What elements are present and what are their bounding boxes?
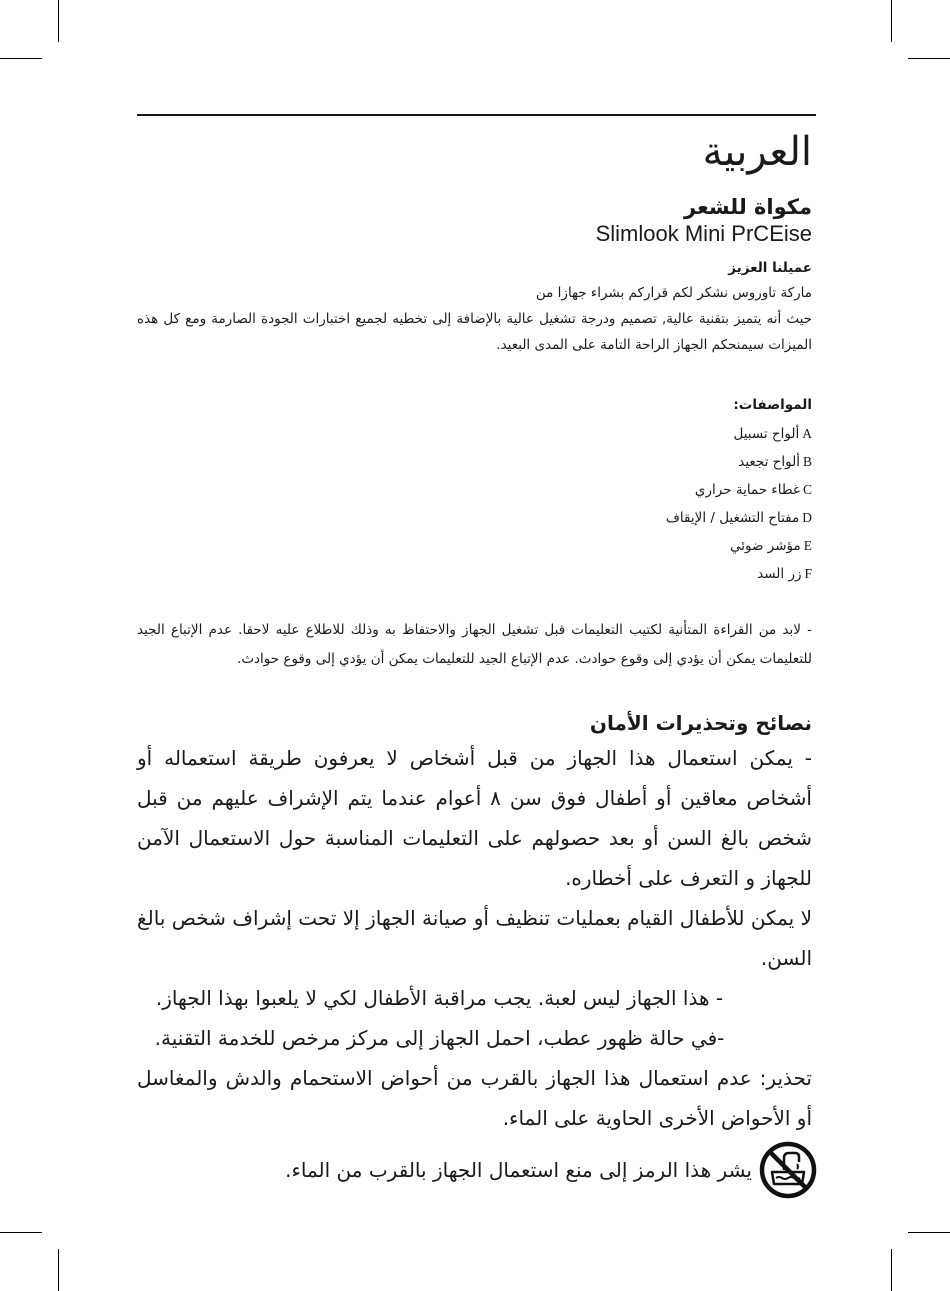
no-water-use-icon: [758, 1140, 818, 1200]
spec-label: غطاء حماية حراري: [694, 482, 800, 498]
specifications-list: [137, 420, 812, 588]
safety-warning: تحذير: عدم استعمال هذا الجهاز بالقرب من أحواض الاستحمام والدش والمغاسل أو الأحواض الأخرى الحاوية على الماء.: [137, 1066, 812, 1130]
spec-letter: A: [802, 426, 812, 441]
spec-letter: B: [802, 454, 812, 469]
spec-label: ألواح تجعيد: [738, 454, 800, 470]
crop-mark: [908, 58, 950, 59]
crop-mark: [0, 1232, 42, 1233]
instructions-notice: - لابد من القراءة المتأنية لكتيب التعليمات قبل تشغيل الجهاز والاحتفاظ به وذلك للاطلاع عليه لاحقا. عدم الإتباع الجيد للتعليمات يمكن أن يؤدي إلى وقوع حوادث. عدم الإتباع الجيد للتعليمات يمكن أن يؤدي إلى وقوع حوادث.: [137, 622, 812, 667]
safety-paragraph: - هذا الجهاز ليس لعبة. يجب مراقبة الأطفال لكي لا يلعبوا بهذا الجهاز.: [155, 986, 724, 1010]
spec-item: [137, 476, 812, 504]
spec-item: [137, 420, 812, 448]
product-name-english: Slimlook Mini PrCEise: [595, 221, 812, 246]
safety-paragraph: -في حالة ظهور عطب، احمل الجهاز إلى مركز مرخص للخدمة التقنية.: [154, 1026, 725, 1050]
language-title: العربية: [702, 129, 812, 175]
crop-mark: [58, 1249, 59, 1291]
symbol-note: [137, 1140, 812, 1200]
crop-mark: [58, 0, 59, 42]
spec-item: [137, 504, 812, 532]
spec-label: زر السد: [757, 566, 802, 582]
intro-text: [137, 280, 812, 358]
crop-mark: [0, 58, 42, 59]
spec-item: [137, 448, 812, 476]
spec-item: [137, 560, 812, 588]
greeting: عميلنا العزيز: [728, 260, 812, 276]
crop-mark: [891, 1249, 892, 1291]
specifications-title: المواصفات:: [733, 397, 812, 413]
crop-mark: [908, 1232, 950, 1233]
spec-item: [137, 532, 812, 560]
product-name-arabic: مكواة للشعر: [683, 195, 812, 219]
safety-paragraph: لا يمكن للأطفال القيام بعمليات تنظيف أو صيانة الجهاز إلا تحت إشراف شخص بالغ السن.: [137, 906, 812, 970]
spec-letter: C: [802, 482, 812, 497]
safety-section: [137, 738, 812, 1200]
spec-letter: E: [803, 538, 812, 553]
intro-line: حيث أنه يتميز بتقنية عالية, تصميم ودرجة تشغيل عالية بالإضافة إلى تخطيه لجميع اختبارات الجودة الصارمة ومع كل هذه الميزات سيمنحكم الجهاز الراحة التامة على المدى البعيد.: [137, 311, 812, 353]
spec-letter: D: [802, 510, 812, 525]
symbol-description: يشر هذا الرمز إلى منع استعمال الجهاز بالقرب من الماء.: [285, 1158, 752, 1182]
manual-page: [137, 114, 812, 1200]
safety-title: نصائح وتحذيرات الأمان: [589, 711, 812, 735]
safety-paragraph: - يمكن استعمال هذا الجهاز من قبل أشخاص لا يعرفون طريقة استعماله أو أشخاص معاقين أو أطفال فوق سن ٨ أعوام عندما يتم الإشراف عليهم من قبل شخص بالغ السن أو بعد حصولهم على التعليمات المناسبة حول الاستعمال الآمن للجهاز و التعرف على أخطاره.: [137, 746, 812, 890]
crop-mark: [891, 0, 892, 42]
spec-label: مفتاح التشغيل / الإيقاف: [665, 510, 800, 526]
spec-label: ألواح تسبيل: [733, 426, 800, 442]
header-rule: [137, 114, 816, 116]
spec-letter: F: [804, 566, 812, 581]
intro-line: ماركة تاوروس نشكر لكم قراركم بشراء جهازا من: [535, 285, 812, 301]
spec-label: مؤشر ضوئي: [730, 538, 801, 554]
